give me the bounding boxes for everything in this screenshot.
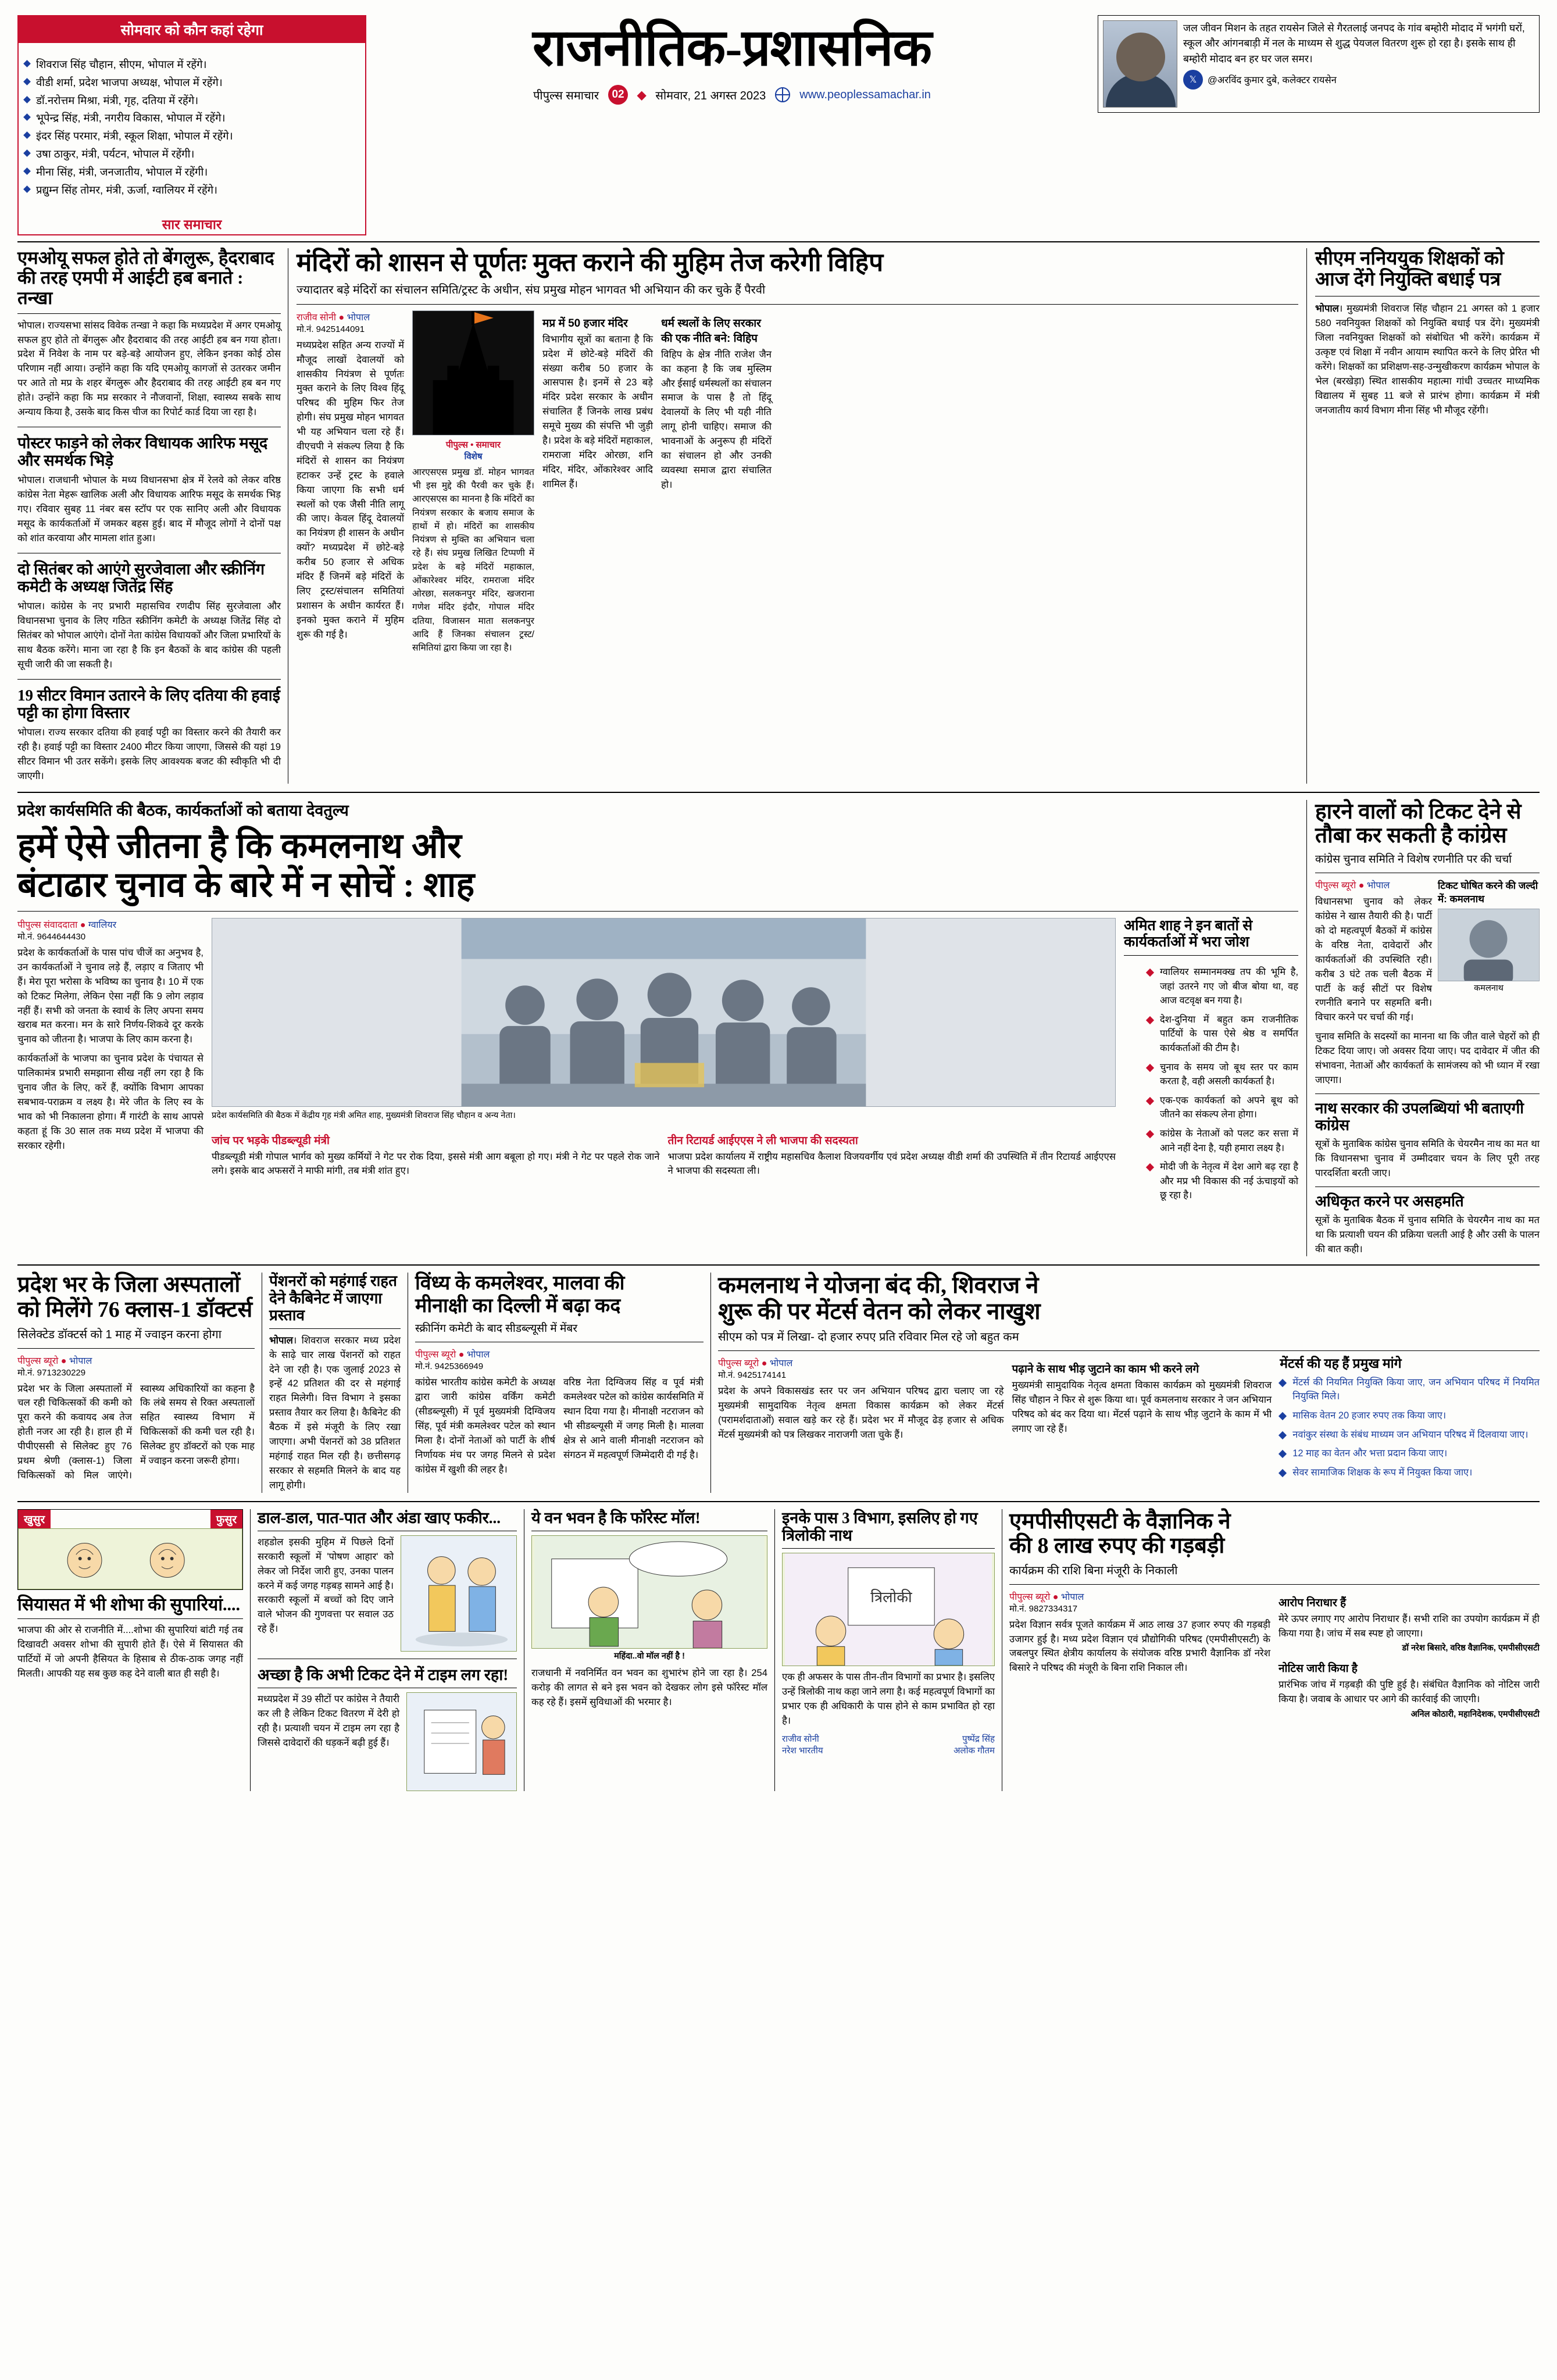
list-item: भूपेन्द्र सिंह, मंत्री, नगरीय विकास, भोपाल में रहेंगे। (24, 110, 359, 126)
list-item: सेवर सामाजिक शिक्षक के रूप में नियुक्त किया जाए। (1280, 1466, 1540, 1480)
list-item: चुनाव के समय जो बूथ स्तर पर काम करता है, वही असली कार्यकर्ता है। (1147, 1060, 1298, 1089)
promo-handle: @अरविंद कुमार दुबे, कलेक्टर रायसेन (1208, 75, 1337, 86)
cartoon1-image (401, 1535, 517, 1652)
shah-col-1 (17, 918, 203, 1212)
congress-byline: पीपुल्स ब्यूरो ● भोपाल (1315, 881, 1390, 891)
main-row-4 (17, 1509, 1540, 1791)
shah-columns (17, 918, 1298, 1212)
list-item: देश-दुनिया में बहुत कम राजनीतिक पार्टियों के पास ऐसे श्रेष्ठ व समर्पित कार्यकर्ताओं की टीम है। (1147, 1013, 1298, 1056)
shah-box2-text: भाजपा प्रदेश कार्यालय में राष्ट्रीय महासचिव कैलाश विजयवर्गीय एवं प्रदेश अध्यक्ष वीडी शर्मा की उपस्थिति में तीन रिटायर्ड आईएएस ने भाजपा की सदस्यता ली। (667, 1150, 1116, 1177)
promo-text: जल जीवन मिशन के तहत रायसेन जिले से गैरतलाई जनपद के गांव बम्होरी मोदाद में भगंगी घरों, स्कूल और आंगनबाड़ी में नल के माध्यम से शुद्ध पेयजल वितरण शुरू हो रहा है। इसके साथ ही बम्होरी मोदाद बन हर घर जल समर। (1183, 22, 1525, 65)
main-row-3 (17, 1273, 1540, 1492)
credit-3: नरेश भारतीय (782, 1745, 823, 1756)
cartoon1-title: डाल-डाल, पात-पात और अंडा खाए फकीर... (258, 1509, 501, 1527)
cartoon4-title: इनके पास 3 विभाग, इसलिए हो गए त्रिलोकी नाथ (782, 1509, 978, 1544)
lead-col-1 (297, 310, 404, 655)
list-item: मीना सिंह, मंत्री, जनजातीय, भोपाल में रहेंगी। (24, 165, 359, 180)
kamalnath-caption: कमलनाथ (1474, 984, 1504, 994)
masthead-center (373, 15, 1091, 105)
mentors-col-1 (718, 1356, 1004, 1489)
byline-author: पीपुल्स संवाददाता (17, 920, 78, 930)
congress-byline-col (1315, 878, 1432, 1025)
congress-sub1-text: सूत्रों के मुताबिक कांग्रेस चुनाव समिति के चेयरमैन नाथ का मत था कि विधानसभा चुनाव में उम्मीदवार चयन के लिए पूरी तरह पारदर्शिता बरती जाए। (1315, 1138, 1540, 1178)
cartoon-col-1 (251, 1509, 524, 1791)
mpcst-quote1-name: डॉ नरेश बिसारे, वरिष्ठ वैज्ञानिक, एमपीसीएसटी (1402, 1643, 1540, 1653)
mentors-story (711, 1273, 1540, 1492)
gossip-cartoon-icon (19, 1529, 242, 1589)
mentors-kicker: सीएम को पत्र में लिखा- दो हजार रुपए प्रति रविवार मिल रहे जो बहुत कम (718, 1331, 1019, 1344)
congress-headline-1: हारने वालों को टिकट देने से (1315, 799, 1522, 824)
congress-sub2-text: सूत्रों के मुताबिक बैठक में चुनाव समिति के चेयरमैन नाथ का मत था कि प्रत्याशी चयन की प्रक्रिया चलती आई है और उसी के पालन की बात कही। (1315, 1214, 1540, 1255)
list-item: डॉ.नरोत्तम मिश्रा, मंत्री, गृह, दतिया में रहेंगे। (24, 93, 359, 109)
main-row-1 (17, 248, 1540, 784)
shah-box2-title: तीन रिटायर्ड आईएएस ने ली भाजपा की सदस्यता (667, 1134, 858, 1147)
shah-headline-2: बंटाढार चुनाव के बारे में न सोचें : शाह (17, 865, 475, 904)
byline-place: ग्वालियर (88, 920, 117, 930)
lead-photo-col (412, 310, 534, 655)
temple-photo (412, 310, 534, 435)
shah-box-2 (668, 1128, 1116, 1179)
list-item: कांग्रेस के नेताओं को पलट कर सत्ता में आने नहीं देना है, यही हमारा लक्ष्य है। (1147, 1127, 1298, 1155)
byline-place: भोपाल (69, 1356, 92, 1366)
twitter-icon: 𝕏 (1183, 70, 1203, 90)
datia-headline: 19 सीटर विमान उतारने के लिए दतिया की हवाई पट्टी का होगा विस्तार (17, 686, 280, 721)
mpcst-quotes (1279, 1590, 1540, 1721)
mpcst-mobile: मो.नं. 9827334317 (1009, 1603, 1078, 1614)
cartoon1-text: शहडोल इसकी मुहिम में पिछले दिनों सरकारी स्कूलों में 'पोषण आहार' को लेकर जो निर्देश जारी हुए, उनका पालन करने में कई जगह गड़बड़ सामने आई है। सरकारी स्कूलों में बच्चों को दिए जाने वाले भोजन की गुणवत्ता पर सवाल उठ रहे हैं। (258, 1536, 394, 1635)
mpcst-quote2-title: नोटिस जारी किया है (1279, 1663, 1358, 1675)
mpcst-headline-2: की 8 लाख रुपए की गड़बड़ी (1009, 1534, 1225, 1559)
meta-separator: ◆ (637, 88, 647, 102)
mpcst-byline: पीपुल्स ब्यूरो ● भोपाल (1009, 1592, 1084, 1602)
ticket-cartoon-icon (407, 1693, 516, 1791)
congress-sub1-title: नाथ सरकार की उपलब्धियां भी बताएगी कांग्रेस (1315, 1099, 1524, 1134)
poster-headline: पोस्टर फाड़ने को लेकर विधायक आरिफ मसूद और समर्थक भिड़े (17, 434, 268, 470)
list-item: उषा ठाकुर, मंत्री, पर्यटन, भोपाल में रहेंगी। (24, 146, 359, 162)
mpcst-story (1002, 1509, 1540, 1791)
pension-headline: पेंशनरों को महंगाई राहत देने कैबिनेट में जाएगा प्रस्ताव (269, 1273, 397, 1324)
surjewala-body: भोपाल। कांग्रेस के नए प्रभारी महासचिव रणदीप सिंह सुरजेवाला और विधानसभा चुनाव के लिए गठित स्क्रीनिंग कमेटी के अध्यक्ष जितेंद्र सिंह दो सितंबर को भोपाल आएंगे। दोनों नेता कांग्रेस विधायकों और जिला प्रभारियों के साथ बैठक करेंगे। माना जा रहा है कि इन बैठकों के बाद कांग्रेस की पहली सूची जारी की जा सकती है। (17, 601, 281, 670)
globe-icon (775, 87, 790, 102)
shah-body-2: कार्यकर्ताओं के भाजपा का चुनाव प्रदेश के पंचायत से पालिकामंत्र प्रभारी समझाना सीख नहीं लग रहा है कि चुनाव जीत के लिए, करें हैं, क्योंकि विभाग आपका सबभाव-पराक्रम व लक्ष्य है। मेरे जीत के लिए स्व के भाव को भी निकालना होगा। मैं गारंटी के साथ आपसे कहता हूं कि 30 साल तक मध्य प्रदेश में भाजपा की सरकार रहेगी। (17, 1053, 203, 1151)
cartoon3-title: ये वन भवन है कि फॉरेस्ट मॉल! (531, 1509, 701, 1527)
byline-author: पीपुल्स ब्यूरो (1009, 1592, 1051, 1602)
shah-subboxes (212, 1128, 1116, 1179)
lead-col-4 (661, 310, 772, 655)
vindhya-headline-1: विंध्य के कमलेश्वर, मालवा की (415, 1273, 625, 1295)
schedule-box-footer: सार समाचार (162, 216, 222, 232)
shah-photo-caption: प्रदेश कार्यसमिति की बैठक में केंद्रीय गृह मंत्री अमित शाह, मुख्यमंत्री शिवराज सिंह चौहान व अन्य नेता। (212, 1110, 516, 1120)
portrait-graphic (1438, 909, 1539, 981)
masthead-meta (373, 85, 1091, 105)
masthead (17, 15, 1540, 235)
list-item: प्रद्युम्न सिंह तोमर, मंत्री, ऊर्जा, ग्वालियर में रहेंगे। (24, 183, 359, 198)
paper-name: पीपुल्स समाचार (533, 89, 599, 102)
credit-1: राजीव सोनी (782, 1734, 819, 1744)
lead-col-3 (542, 310, 653, 655)
byline-author: पीपुल्स ब्यूरो (17, 1356, 59, 1366)
mentors-cols (718, 1356, 1540, 1489)
shah-box-1 (212, 1128, 660, 1179)
shah-eyebrow: प्रदेश कार्यसमिति की बैठक, कार्यकर्ताओं को बताया देवतुल्य (17, 801, 349, 819)
byline-place: भोपाल (1060, 1592, 1084, 1602)
svg-text:त्रिलोकी: त्रिलोकी (870, 1589, 912, 1606)
list-item: इंदर सिंह परमार, मंत्री, स्कूल शिक्षा, भोपाल में रहेंगे। (24, 128, 359, 144)
lead-mobile: मो.नं. 9425144091 (297, 324, 365, 334)
teacher-headline: सीएम ननिययुक शिक्षकों को आज देंगे नियुक्ति बधाई पत्र (1315, 248, 1504, 291)
mou-headline: एमओयू सफल होते तो बेंगलुरू, हैदराबाद की तरह एमपी में आईटी हब बनाते : तन्खा (17, 247, 274, 308)
shah-points-title: अमित शाह ने इन बातों से कार्यकर्ताओं में भरा जोश (1124, 917, 1253, 950)
list-item: 12 माह का वेतन और भत्ता प्रदान किया जाए। (1280, 1446, 1540, 1461)
mentors-demands (1280, 1356, 1540, 1489)
cartoon4-text: एक ही अफसर के पास तीन-तीन विभागों का प्रभार है। इसलिए उन्हें त्रिलोकी नाथ कहा जाने लगा है। कई महत्वपूर्ण विभागों का प्रभार एक ही अधिकारी के पास होने से काम प्रभावित हो रहा है। (782, 1671, 995, 1726)
khusar-text: भाजपा की ओर से राजनीति में....शोभा की सुपारियां बांटी गई तब दिखावटी अवसर शोभा की सुपारी होते हैं। ऐसे में सियासत की पार्टियों में जो अपनी हैसियत के हिसाब से ठीक-ठाक जगह नहीं मिलती। आपकी यह सब कुछ कह देने वाली बात ही सही है। (17, 1624, 243, 1679)
vindhya-kicker: स्क्रीनिंग कमेटी के बाद सीडब्ल्यूसी में मेंबर (415, 1322, 577, 1335)
list-item: मेंटर्स की नियमित नियुक्ति किया जाए, जन अभियान परिषद में नियमित नियुक्ति मिले। (1280, 1375, 1540, 1404)
list-item: नवांकुर संस्था के संबंध माध्यम जन अभियान परिषद में दिलवाया जाए। (1280, 1428, 1540, 1442)
congress-photo-col (1438, 878, 1540, 1025)
cartoon2-text: मध्यप्रदेश में 39 सीटों पर कांग्रेस ने तैयारी कर ली है लेकिन टिकट वितरण में देरी हो रही है। प्रत्याशी चयन में टाइम लग रहा है जिससे दावेदारों की धड़कनें बढ़ी हुई हैं। (258, 1693, 399, 1748)
congress-box-title: टिकट घोषित करने की जल्दी में: कमलनाथ (1438, 880, 1538, 905)
congress-text-1: विधानसभा चुनाव को लेकर कांग्रेस ने खास तैयारी की है। पार्टी को दो महत्वपूर्ण बैठकों में कांग्रेस के वरिष्ठ नेता, दावेदारों और कार्यकर्ताओं की उपस्थिति रही। करीब 3 घंटे तक चली बैठक में पार्टी के कई सीटों पर विशेष रणनीति बनाने पर सहमति बनी। विचार करने पर चर्चा की गई। (1315, 896, 1432, 1023)
byline-place: भोपाल (769, 1359, 793, 1369)
mentors-text-1: प्रदेश के अपने विकासखंड स्तर पर जन अभियान परिषद द्वारा चलाए जा रहे मुख्यमंत्री सामुदायिक नेतृत्व क्षमता विकास कार्यक्रम को लेकर मेंटर्स (परामर्शदाताओं) सवाल खड़े कर रहे हैं। प्रदेश भर में मौजूद ढेड़ हजार से अधिक मेंटर्स मुख्यमंत्री को पत्र लिखकर नाराजगी जता चुके हैं। (718, 1385, 1004, 1440)
poster-body: भोपाल। राजधानी भोपाल के मध्य विधानसभा क्षेत्र में रेलवे को लेकर वरिष्ठ कांग्रेस नेता मेहरू खालिक अली और विधायक आरिफ मसूद के समर्थक भिड़ गए। रविवार सुबह 11 नंबर बस स्टॉप पर एक सानिए अली और विधायक मसूद के कार्यकर्ताओं में जमकर बहस हुई। बाद में मौजूद लोगों ने दोनों पक्ष को शांत करवाया और मामला शांत हुआ। (17, 474, 281, 544)
list-item: मासिक वेतन 20 हजार रुपए तक किया जाए। (1280, 1409, 1540, 1423)
doctors-kicker: सिलेक्टेड डॉक्टर्स को 1 माह में ज्वाइन करना होगा (17, 1328, 222, 1341)
list-item: मोदी जी के नेतृत्व में देश आगे बढ़ रहा है और मप्र भी विकास की नई ऊंचाइयों को छू रहा है। (1147, 1160, 1298, 1203)
byline-place: भोपाल (466, 1350, 490, 1360)
byline-author: पीपुल्स ब्यूरो (718, 1359, 759, 1369)
doctors-mobile: मो.नं. 9713230229 (17, 1367, 86, 1378)
congress-headline-2: तौबा कर सकती है कांग्रेस (1315, 824, 1507, 848)
lead-box1-text: विभागीय सूत्रों का बताना है कि प्रदेश में छोटे-बड़े मंदिरों की संख्या करीब 50 हजार के आसपास है। इनमें से 23 बड़े मंदिर प्रदेश सरकार के अधीन संचालित हैं जिनके लाख प्रबंध समूचे मुख्य की संपत्ति भी जुड़ी है। प्रदेश के बड़े मंदिरों महाकाल, रामराजा मंदिर ओरछा, शनि मंदिर, मंदिर, ओंकारेश्वर आदि शामिल हैं। (542, 333, 653, 489)
byline-author: राजीव सोनी (297, 312, 337, 323)
website-url[interactable]: www.peoplessamachar.in (799, 88, 931, 101)
byline-place: भोपाल (1366, 881, 1390, 891)
mentors-headline-1: कमलनाथ ने योजना बंद की, शिवराज ने (718, 1272, 1039, 1299)
byline-place: भोपाल (347, 312, 370, 323)
vindhya-text-2: वरिष्ठ नेता दिग्विजय सिंह व पूर्व मंत्री कमलेश्वर पटेल को कांग्रेस कार्यसमिति में स्थान दिया गया है। मीनाक्षी नटराजन को भी सीडब्ल्यूसी में जगह मिली है। मालवा क्षेत्र से आने वाली मीनाक्षी नटराजन को संगठन में महत्वपूर्ण जिम्मेदारी दी गई है। (563, 1377, 703, 1460)
shah-headline-1: हमें ऐसे जीतना है कि कमलनाथ और (17, 826, 462, 865)
cartoon4-image (782, 1553, 995, 1666)
promo-handle-row (1183, 70, 1534, 90)
mentors-sub-2: पढ़ाने के साथ भीड़ जुटाने का काम भी करने लगे (1012, 1363, 1199, 1376)
cartoon-col-2 (524, 1509, 774, 1791)
vindhya-cols (415, 1375, 703, 1477)
mentors-demands-title: मेंटर्स की यह हैं प्रमुख मांगे (1280, 1356, 1402, 1371)
right-column-1 (1307, 248, 1540, 784)
mpcst-headline-1: एमपीसीएसटी के वैज्ञानिक ने (1009, 1509, 1231, 1534)
surjewala-headline: दो सितंबर को आएंगे सुरजेवाला और स्क्रीनिंग कमेटी के अध्यक्ष जितेंद्र सिंह (17, 560, 265, 596)
khusar-column (17, 1509, 250, 1791)
left-column (17, 248, 288, 784)
khusar-label-left: खुसुर (18, 1510, 51, 1528)
khusar-headline: सियासत में भी शोभा की सुपारियां.... (17, 1595, 241, 1614)
shah-points-col (1124, 918, 1298, 1212)
doctors-byline: पीपुल्स ब्यूरो ● भोपाल (17, 1356, 92, 1366)
vindhya-headline-2: मीनाक्षी का दिल्ली में बढ़ा कद (415, 1295, 621, 1317)
mpcst-quote2-name: अनिल कोठारी, महानिदेशक, एमपीसीएसटी (1410, 1709, 1540, 1719)
mentors-text-2: मुख्यमंत्री सामुदायिक नेतृत्व क्षमता विकास कार्यक्रम को मुख्यमंत्री शिवराज सिंह चौहान ने फिर से शुरू किया था। पूर्व कमलनाथ सरकार ने जन अभियान परिषद को बंद कर दिया था। मेंटर्स पढ़ाने के साथ भीड़ जुटाने के काम में भी लगाए जा रहे हैं। (1012, 1380, 1272, 1434)
mentors-byline: पीपुल्स ब्यूरो ● भोपाल (718, 1359, 793, 1369)
list-item: वीडी शर्मा, प्रदेश भाजपा अध्यक्ष, भोपाल में रहेंगे। (24, 75, 359, 91)
vindhya-story (408, 1273, 710, 1492)
shah-story (17, 800, 1306, 1257)
khusar-cartoon (18, 1528, 242, 1589)
shah-box1-title: जांच पर भड़के पीडब्ल्यूडी मंत्री (212, 1134, 330, 1147)
doctors-story (17, 1273, 262, 1492)
cartoon3-bubble: महिंदा..वो मॉल नहीं है ! (614, 1651, 685, 1661)
mpcst-quote1-title: आरोप निराधार हैं (1279, 1596, 1347, 1609)
trilokinath-cartoon-icon (783, 1553, 994, 1666)
fakir-cartoon-icon (401, 1536, 516, 1651)
vindhya-text-1: कांग्रेस भारतीय कांग्रेस कमेटी के अध्यक्ष द्वारा जारी कांग्रेस वर्किंग कमेटी (सीडब्ल्यूसी) में पूर्व मुख्यमंत्री दिग्विजय सिंह, पूर्व मंत्री कमलेश्वर पटेल को स्थान मिला है। दोनों नेताओं को पार्टी के शीर्ष निर्णायक मंच पर जगह मिलने से प्रदेश कांग्रेस में खुशी की लहर है। (415, 1377, 555, 1475)
lead-columns (297, 310, 1298, 655)
list-item: एक-एक कार्यकर्ता को अपने बूथ को जीतने का संकल्प लेना होगा। (1147, 1093, 1298, 1122)
cartoon2-image (406, 1692, 517, 1791)
schedule-list (19, 52, 365, 203)
credit-4: अलोक गौतम (953, 1745, 995, 1756)
shah-meeting-photo (212, 918, 1116, 1107)
schedule-box (17, 15, 366, 235)
mou-body: भोपाल। राज्यसभा सांसद विवेक तन्खा ने कहा कि मध्यप्रदेश में अगर एमओयू सफल हुए होते तो बेंगलुरू और हैदराबाद की तरह आईटी हब बन गया होता। प्रदेश में निवेश के नाम पर बड़े-बड़े आयोजन हुए, लेकिन इनका कोई ठोस परिणाम नहीं आया। उन्होंने कहा कि यदि एमओयू कागजों से उतरकर जमीन पर आते तो मप्र के शहर बेंगलुरू और हैदराबाद की तरह आईटी हब बन गए होते। उन्होंने कहा कि मप्र सरकार ने नौजवानों, शिक्षा, स्वास्थ्य सबके साथ अन्याय किया है, उसके बाद किस चीज का रिपोर्ट कार्ड दिया जा रहा है। (17, 319, 281, 417)
lead-kicker: ज्यादातर बड़े मंदिरों का संचालन समिति/ट्रस्ट के अधीन, संघ प्रमुख मोहन भागवत भी अभियान की कर चुके हैं पैरवी (297, 283, 766, 296)
cartoon3-image (531, 1535, 767, 1649)
schedule-box-wrap (17, 15, 366, 235)
main-row-2 (17, 800, 1540, 1257)
mentors-headline-2: शुरू की पर मेंटर्स वेतन को लेकर नाखुश (718, 1298, 1041, 1325)
datia-body: भोपाल। राज्य सरकार दतिया की हवाई पट्टी का विस्तार करने की तैयारी कर रही है। हवाई पट्टी का विस्तार 2400 मीटर किया जाएगा, जिससे की यहां 19 सीटर विमान भी उतर सकेंगे। इसके लिए आवश्यक बजट की स्वीकृति भी दी जाएगी। (17, 727, 281, 781)
credit-2: पुष्पेंद्र सिंह (962, 1734, 995, 1744)
forest-mall-cartoon-icon (532, 1536, 767, 1648)
shah-box1-text: पीडब्ल्यूडी मंत्री गोपाल भार्गव को मुख्य कर्मियों ने गेट पर रोक दिया, इससे मंत्री आग बबूला हो गए। मंत्री ने गेट पर पहले रोक जाने लगे। इसके बाद अफसरों ने माफी मांगी, तब मंत्री शांत हुए। (212, 1150, 660, 1177)
byline-author: पीपुल्स ब्यूरो (415, 1350, 456, 1360)
cartoon3-text: राजधानी में नवनिर्मित वन भवन का शुभारंभ होने जा रहा है। 254 करोड़ की लागत से बने इस भवन को देखकर लोग इसे फॉरेस्ट मॉल कह रहे हैं। इसमें सुविधाओं की भरमार है। (531, 1667, 767, 1708)
vindhya-mobile: मो.नं. 9425366949 (415, 1361, 484, 1372)
lead-headline: मंदिरों को शासन से पूर्णतः मुक्त कराने की मुहिम तेज करेगी विहिप (297, 248, 884, 277)
mpcst-quote1-text: मेरे ऊपर लगाए गए आरोप निराधार हैं। सभी राशि का उपयोग कार्यक्रम में ही किया गया है। जांच में सब स्पष्ट हो जाएगा। (1279, 1613, 1540, 1639)
page-title: राजनीतिक-प्रशासनिक (533, 20, 931, 77)
mentors-col-2 (1012, 1356, 1272, 1489)
list-item: ग्वालियर सम्मानमक्ख तप की भूमि है, जहां उतरने गए जो बीज बोया था, वह आज वटवृक्ष बन गया है। (1147, 965, 1298, 1008)
lead-story (288, 248, 1306, 784)
pension-story (262, 1273, 408, 1492)
shah-points-list (1124, 965, 1298, 1203)
lead-body-2: आरएसएस प्रमुख डॉ. मोहन भागवत भी इस मुद्दे की पैरवी कर चुके हैं। आरएसएस का मानना है कि मंदिरों का नियंत्रण सरकार के बजाय समाज के हाथों में हो। मंदिरों का शासकीय नियंत्रण से मुक्ति का अभियान चला रहे हैं। संघ प्रमुख लिखित टिप्पणी में प्रदेश के बड़े मंदिरों महाकाल, ओंकारेश्वर मंदिर, रामराजा मंदिर ओरछा, सलकनपुर मंदिर, खजराना गणेश मंदिर इंदौर, गोपाल मंदिर दतिया, विजासन माता सलकनपुर आदि हैं जिनका संचालन ट्रस्ट/समितियां द्वारा किया जा रहा है। (412, 467, 534, 653)
official-photo (1103, 20, 1177, 108)
doctors-headline-2: को मिलेंगे 76 क्लास-1 डॉक्टर्स (17, 1298, 253, 1323)
lead-byline: राजीव सोनी ● भोपाल (297, 312, 370, 323)
mpcst-col-1 (1009, 1590, 1270, 1721)
shah-body-1: प्रदेश के कार्यकर्ताओं के पास पांच चीजें का अनुभव है, उन कार्यकर्ताओं ने चुनाव लड़े हैं, लड़ाए व जिताए भी हैं। मेरा पूरा भरोसा के भविष्य का चुनाव है। 10 में एक को टिकट मिलेगा, लेकिन ऐसा नहीं कि 9 लोग लड़ाव नहीं हैं। सभी को जनता के स्वार्थ के लिए अपना समय खराब मत करना। मन के सारे निर्णय-शिकवे दूर करके चुनाव को जीतना है। भाजपा के लिए काम करना है। (17, 946, 203, 1045)
meeting-photo-graphic (212, 919, 1115, 1106)
issue-date: सोमवार, 21 अगस्त 2023 (655, 89, 766, 102)
congress-kicker: कांग्रेस चुनाव समिति ने विशेष रणनीति पर की चर्चा (1315, 853, 1512, 866)
mpcst-kicker: कार्यक्रम की राशि बिना मंजूरी के निकाली (1009, 1564, 1178, 1577)
doctors-body: प्रदेश भर के जिला अस्पतालों में चल रही चिकित्सकों की कमी को पूरा करने की कवायद अब तेज होती नजर आ रही है। हाल ही में पीपीएससी से सिलेक्ट हुए 76 प्रथम श्रेणी (क्लास-1) जिला चिकित्सकों को मिल जाएंगे। स्वास्थ्य अधिकारियों का कहना है कि लंबे समय से रिक्त अस्पतालों सहित स्वास्थ्य विभाग में चिकित्सकों की कमी चल रही है। सिलेक्ट हुए डॉक्टरों को एक माह में ज्वाइन करना जरूरी होगा। (17, 1382, 255, 1481)
teacher-body: भोपाल। मुख्यमंत्री शिवराज सिंह चौहान 21 अगस्त को 1 हजार 580 नवनियुक्त शिक्षकों को नियुक्ति बधाई पत्र देंगे। मुख्यमंत्री जिला नवनियुक्त शिक्षकों को संबोधित भी करेंगे। कार्यक्रम में उत्कृष्ट एवं शिक्षा में नवीन आयाम स्थापित करने के लिए प्रेरित भी करेंगे। शिक्षकों का प्रशिक्षण-सह-उन्मुखीकरण कार्यक्रम भोपाल के भेल (बरखेड़ा) स्थित शासकीय महात्मा गांधी उच्चतर माध्यमिक विद्यालय में सुबह 11 बजे से प्रारंभ होगा। कार्यक्रम में मंत्री जनजातीय कार्य विभाग मीना सिंह भी मौजूद रहेंगी। (1315, 303, 1540, 416)
list-item: शिवराज सिंह चौहान, सीएम, भोपाल में रहेंगे। (24, 57, 359, 73)
mpcst-body: प्रदेश विज्ञान सर्वत्र पूजते कार्यक्रम में आठ लाख 37 हजार रुपए की गड़बड़ी उजागर हुई है। मध्य प्रदेश विज्ञान एवं प्रौद्योगिकी परिषद (एमपीसीएसटी) के जबलपुर स्थित क्षेत्रीय कार्यालय के संयोजक वरिष्ठ प्रभारी वैज्ञानिक डॉ नरेश बिसारे ने परिषद की मंजूरी के बिना राशि निकाल ली। (1009, 1618, 1270, 1674)
khusar-box (17, 1509, 243, 1590)
cartoon2-title: अच्छा है कि अभी टिकट देने में टाइम लग रहा! (258, 1666, 509, 1684)
congress-sub2-title: अधिकृत करने पर असहमति (1315, 1192, 1464, 1210)
cartoon-col-3 (775, 1509, 1002, 1791)
lead-box2-title: धर्म स्थलों के लिए सरकार की एक नीति बने: विहिप (661, 317, 761, 345)
congress-text-2: चुनाव समिति के सदस्यों का मानना था कि जीत वाले चेहरों को ही टिकट दिया जाए। जो अवसर दिया जाए। पद दावेदार में जीत की संभावना, नेताओं और कार्यकर्ता के सामंजस्य को भी ध्यान में रखा जाएगा। (1315, 1031, 1540, 1085)
shah-byline: पीपुल्स संवाददाता ● ग्वालियर (17, 920, 117, 930)
promo-box (1098, 15, 1540, 113)
mentors-demands-list (1280, 1375, 1540, 1480)
byline-author: पीपुल्स ब्यूरो (1315, 881, 1356, 891)
congress-story (1307, 800, 1540, 1257)
shah-photo-col (212, 918, 1116, 1212)
lead-body-1: मध्यप्रदेश सहित अन्य राज्यों में मौजूद लाखों देवालयों को शासकीय नियंत्रण से पूर्णतः मुक्त कराने के लिए विश्व हिंदू परिषद की मुहिम फिर तेज होगी। संघ प्रमुख मोहन भागवत भी यह अभियान चला रहे हैं। वीएचपी ने संकल्प लिया है कि मंदिरों से शासन का नियंत्रण हटाकर उन्हें ट्रस्ट के हवाले किया जाएगा कि सभी धर्म स्थलों को एक जैसी नीति लागू की जाए। केवल हिंदू देवालयों का नियंत्रण ही शासन के अधीन क्यों? मध्यप्रदेश में छोटे-बड़े करीब 50 हजार से अधिक मंदिर हैं जिनमें बड़े मंदिरों के लिए ट्रस्ट/संचालन समितियां प्रशासन के अधीन कार्यरत हैं। इनको मुक्त कराने में मुहिम शुरू की गई है। (297, 339, 404, 640)
promo-box-wrap (1098, 15, 1540, 113)
lead-box2-text: विहिप के क्षेत्र नीति राजेश जैन का कहना है कि जब मुस्लिम और ईसाई धर्मस्थलों का संचालन समाज के पास है तो हिंदू देवालयों के लिए भी यही नीति लागू होनी चाहिए। समाज की भावनाओं के अनुरूप ही मंदिरों का संचालन हो और उनकी व्यवस्था समाज द्वारा संचालित हो। (661, 348, 772, 490)
page-number-badge: 02 (608, 85, 628, 105)
kamalnath-photo (1438, 909, 1540, 981)
vindhya-byline: पीपुल्स ब्यूरो ● भोपाल (415, 1350, 490, 1360)
doctors-headline-1: प्रदेश भर के जिला अस्पतालों (17, 1273, 241, 1298)
photo-badge: पीपुल्स • समाचार विशेष (445, 439, 501, 462)
lead-box1-title: मप्र में 50 हजार मंदिर (542, 317, 628, 330)
congress-top (1315, 878, 1540, 1025)
mpcst-quote2-text: प्रारंभिक जांच में गड़बड़ी की पुष्टि हुई है। संबंधित वैज्ञानिक को नोटिस जारी किया है। जवाब के आधार पर आगे की कार्रवाई की जाएगी। (1279, 1679, 1540, 1704)
temple-silhouette-icon (413, 311, 534, 435)
mentors-mobile: मो.नं. 9425174141 (718, 1370, 787, 1381)
pension-body: भोपाल। शिवराज सरकार मध्य प्रदेश के साढ़े चार लाख पेंशनरों को राहत देने जा रही है। एक जुलाई 2023 से इन्हें 42 प्रतिशत की दर से महंगाई राहत मिलेगी। वित्त विभाग ने इसका प्रस्ताव तैयार कर लिया है। कैबिनेट की बैठक में इसे मंजूरी के लिए रखा जाएगा। अभी पेंशनरों को 38 प्रतिशत महंगाई राहत मिल रही है। छत्तीसगढ़ सरकार से सहमति मिलने के बाद यह लागू होगी। (269, 1334, 401, 1491)
schedule-box-heading: सोमवार को कौन कहां रहेगा (19, 16, 365, 43)
shah-mobile: मो.नं. 9644644430 (17, 931, 86, 942)
khusar-label-right: फुसुर (210, 1510, 242, 1528)
